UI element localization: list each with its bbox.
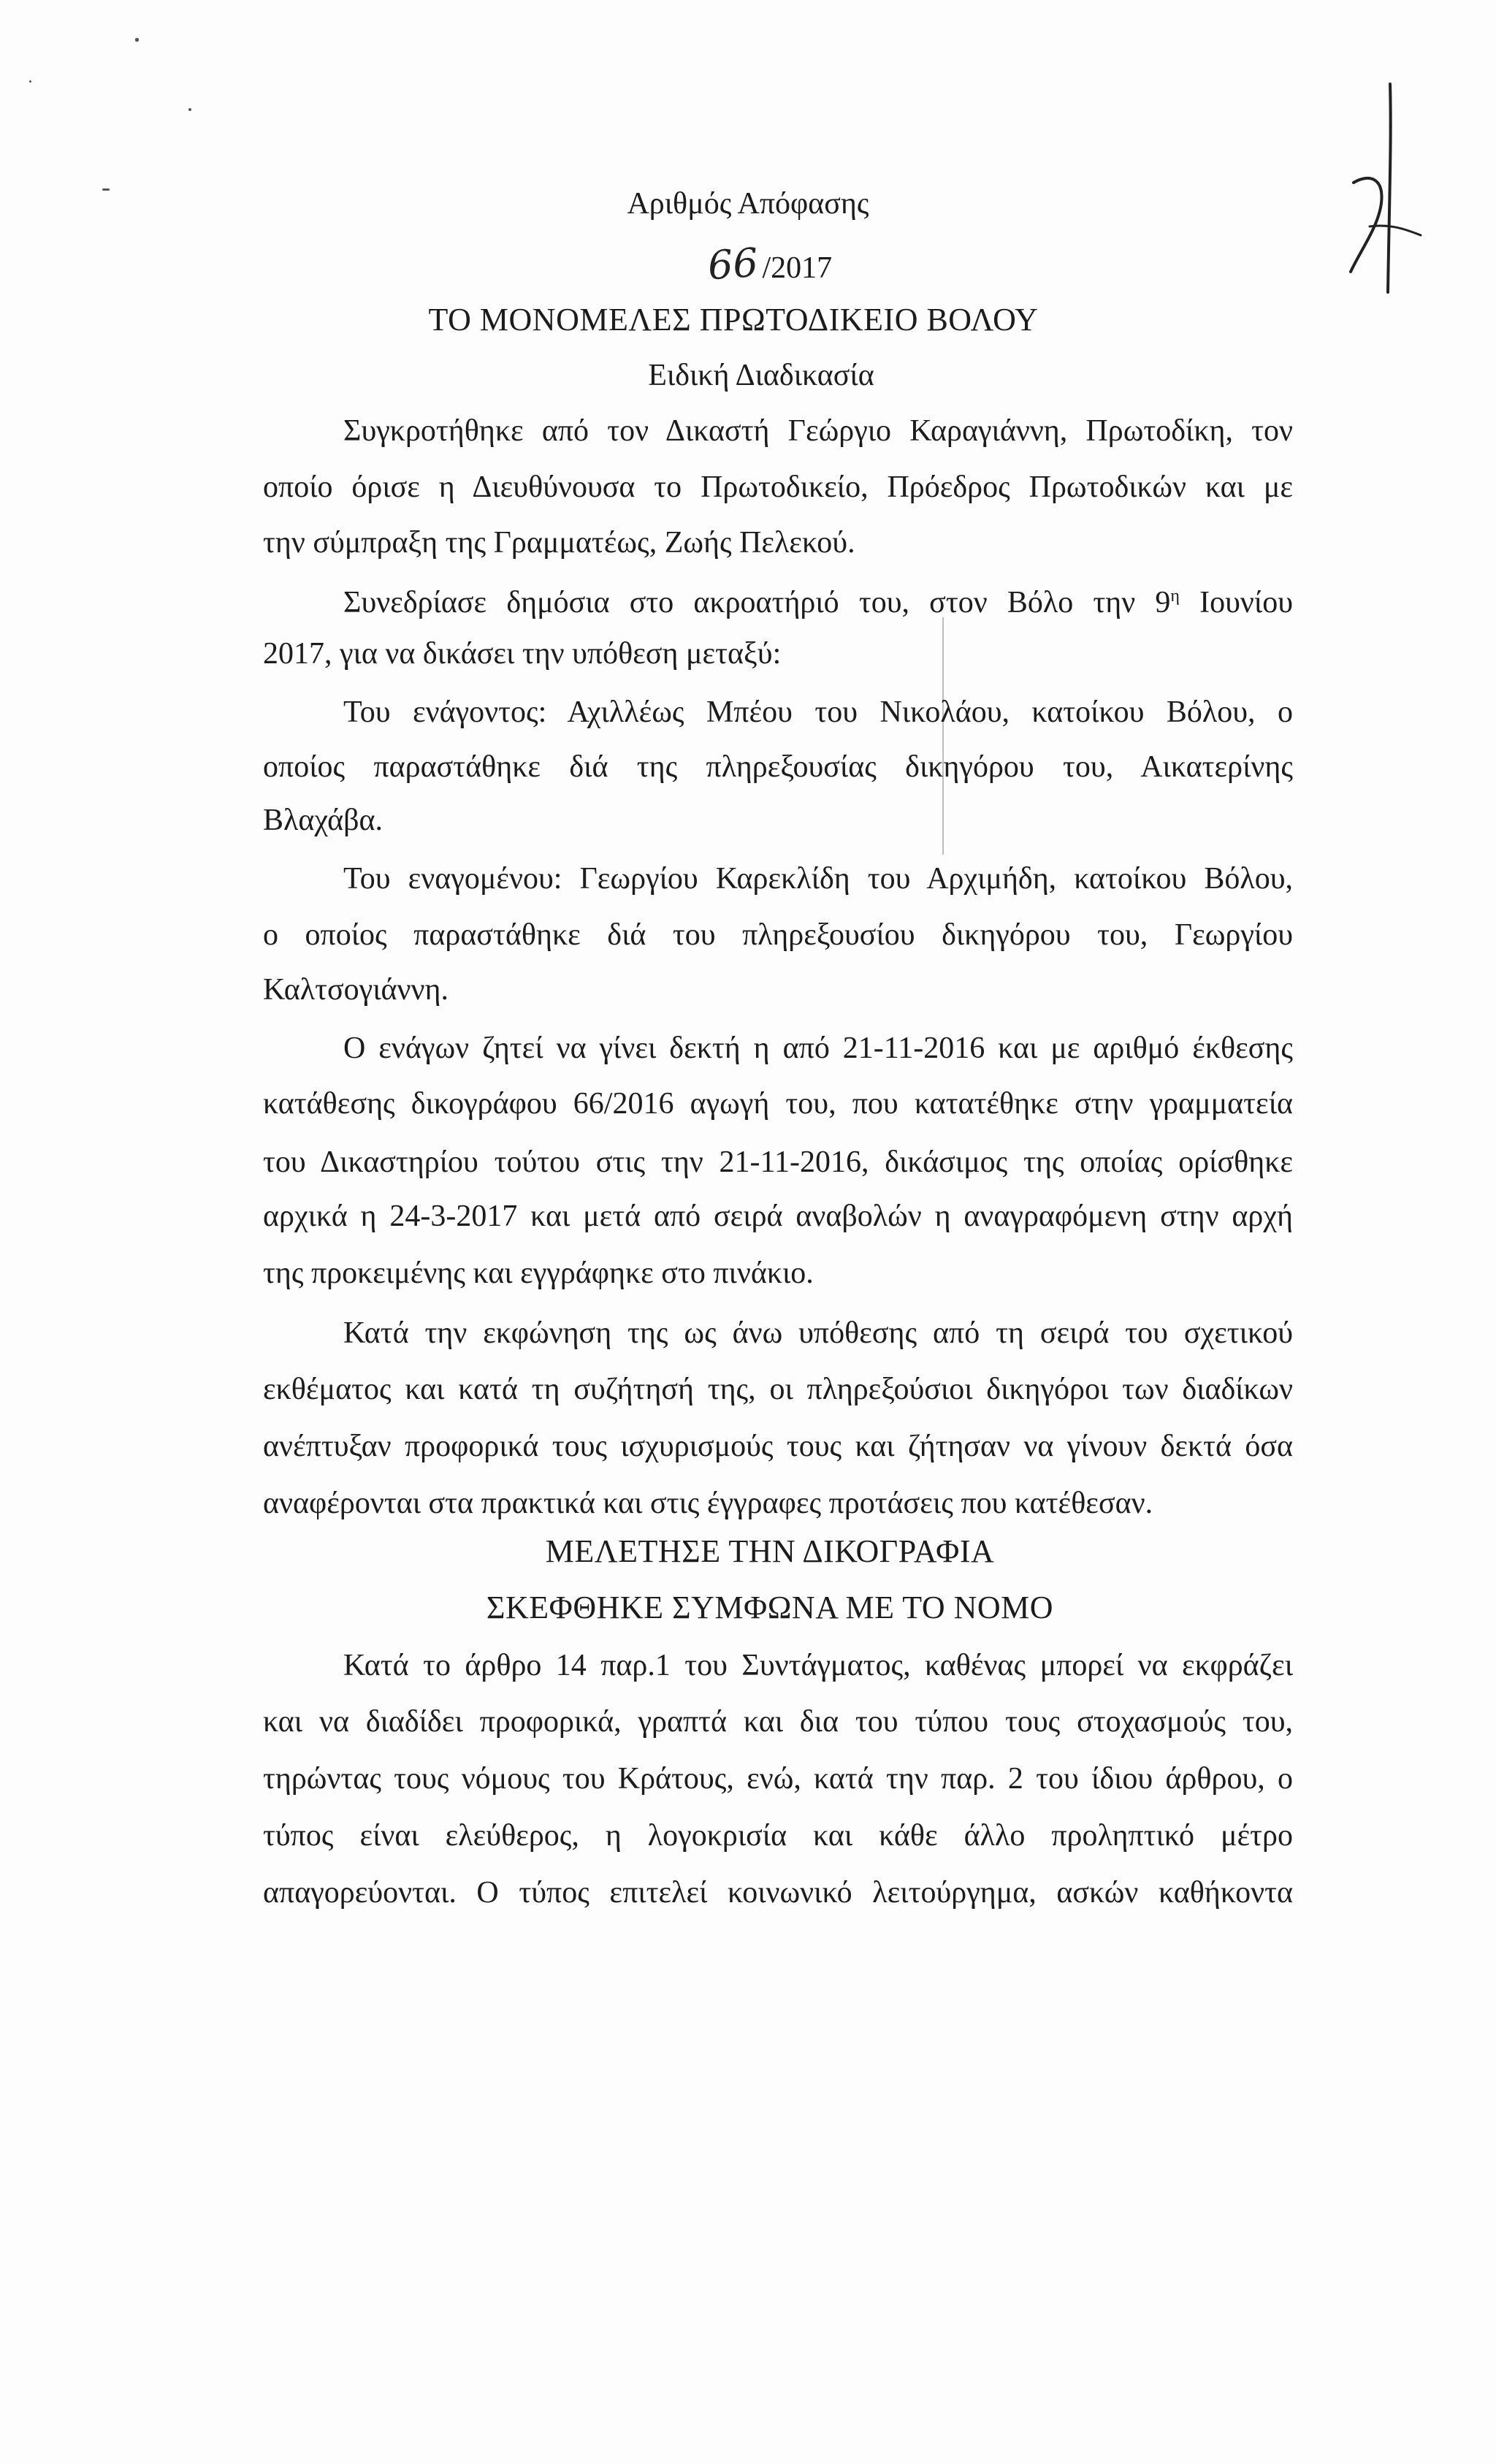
- decision-label-text: Αριθμός Απόφασης: [627, 187, 869, 221]
- law-line: και να διαδίδει προφορικά, γραπτά και δια του τύπου τους στοχασμούς του,: [263, 1705, 1293, 1739]
- court-title-text: ΤΟ ΜΟΝΟΜΕΛΕΣ ΠΡΩΤΟΔΙΚΕΙΟ ΒΟΛΟΥ: [428, 302, 1039, 337]
- session-ordinal: η: [1170, 587, 1180, 606]
- scan-speck: [188, 108, 191, 111]
- heading-studied: [22, 1533, 1496, 1570]
- decision-number-handwritten: 66: [706, 239, 760, 289]
- claim-line: Ο ενάγων ζητεί να γίνει δεκτή η από 21-11-2016 και με αριθμό έκθεσης: [343, 1031, 1293, 1065]
- court-title: [0, 301, 1481, 338]
- claim-line: κατάθεσης δικογράφου 66/2016 αγωγή του, που κατατέθηκε στην γραμματεία: [263, 1087, 1293, 1121]
- heading-considered-text: ΣΚΕΦΘΗΚΕ ΣΥΜΦΩΝΑ ΜΕ ΤΟ ΝΟΜΟ: [486, 1590, 1054, 1625]
- heading-studied-text: ΜΕΛΕΤΗΣΕ ΤΗΝ ΔΙΚΟΓΡΑΦΙΑ: [545, 1533, 995, 1569]
- plaintiff-line: Του ενάγοντος: Αχιλλέως Μπέου του Νικολάου, κατοίκου Βόλου, ο: [343, 695, 1293, 729]
- plaintiff-line: Βλαχάβα.: [263, 804, 383, 837]
- decision-number: [22, 241, 1496, 287]
- session-line: 2017, για να δικάσει την υπόθεση μεταξύ:: [263, 637, 782, 671]
- claim-line: της προκειμένης και εγγράφηκε στο πινάκιο.: [263, 1256, 814, 1290]
- claim-line: αρχικά η 24-3-2017 και μετά από σειρά αναβολών η αναγραφόμενη στην αρχή: [263, 1199, 1293, 1233]
- scan-speck: [29, 80, 31, 83]
- defendant-line: Καλτσογιάννη.: [263, 973, 449, 1007]
- defendant-line: Του εναγομένου: Γεωργίου Καρεκλίδη του Αρχιμήδη, κατοίκου Βόλου,: [343, 862, 1293, 896]
- composition-line: Συγκροτήθηκε από τον Δικαστή Γεώργιο Καραγιάννη, Πρωτοδίκη, τον: [343, 414, 1293, 448]
- composition-line: την σύμπραξη της Γραμματέως, Ζωής Πελεκού.: [263, 526, 855, 560]
- hearing-line: Κατά την εκφώνηση της ως άνω υπόθεσης από τη σειρά του σχετικού: [343, 1316, 1293, 1350]
- composition-line: οποίο όρισε η Διευθύνουσα το Πρωτοδικείο, Πρόεδρος Πρωτοδικών και με: [263, 470, 1293, 504]
- law-line: τηρώντας τους νόμους του Κράτους, ενώ, κατά την παρ. 2 του ίδιου άρθρου, ο: [263, 1762, 1293, 1796]
- scan-fold-line: [942, 617, 944, 855]
- session-text-b: Ιουνίου: [1179, 586, 1294, 619]
- law-line: απαγορεύονται. Ο τύπος επιτελεί κοινωνικό λειτούργημα, ασκών καθήκοντα: [263, 1876, 1293, 1910]
- procedure-text: Ειδική Διαδικασία: [648, 359, 874, 392]
- hearing-line: εκθέματος και κατά τη συζήτησή της, οι πληρεξούσιοι δικηγόροι των διαδίκων: [263, 1373, 1293, 1406]
- law-line: τύπος είναι ελεύθερος, η λογοκρισία και κάθε άλλο προληπτικό μέτρο: [263, 1819, 1293, 1853]
- scan-speck: [135, 38, 139, 42]
- decision-number-year: /2017: [762, 251, 833, 285]
- session-line: [343, 584, 1293, 621]
- heading-considered: [22, 1589, 1496, 1626]
- hearing-line: ανέπτυξαν προφορικά τους ισχυρισμούς τους και ζήτησαν να γίνουν δεκτά όσα: [263, 1430, 1293, 1463]
- plaintiff-line: οποίος παραστάθηκε διά της πληρεξουσίας δικηγόρου του, Αικατερίνης: [263, 750, 1293, 784]
- law-line: Κατά το άρθρο 14 παρ.1 του Συντάγματος, καθένας μπορεί να εκφράζει: [343, 1649, 1293, 1682]
- hearing-line: αναφέρονται στα πρακτικά και στις έγγραφες προτάσεις που κατέθεσαν.: [263, 1487, 1153, 1520]
- claim-line: του Δικαστηρίου τούτου στις την 21-11-2016, δικάσιμος της οποίας ορίσθηκε: [263, 1145, 1293, 1179]
- defendant-line: ο οποίος παραστάθηκε διά του πληρεξουσίου δικηγόρου του, Γεωργίου: [263, 918, 1293, 952]
- session-text-a: Συνεδρίασε δημόσια στο ακροατήριό του, στον Βόλο την 9: [343, 586, 1171, 619]
- procedure-title: [13, 358, 1496, 393]
- decision-label: [0, 186, 1496, 221]
